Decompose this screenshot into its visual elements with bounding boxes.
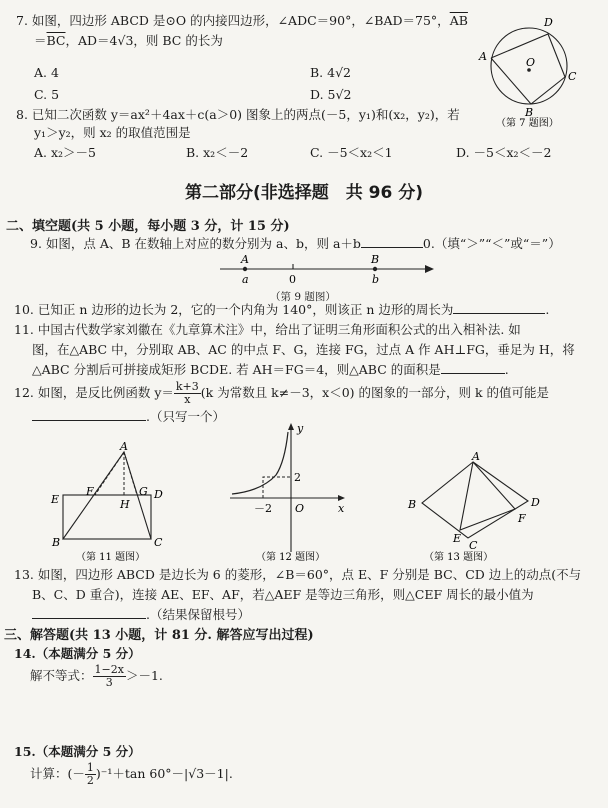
arc-ab: $\overline{AB}$ — [449, 13, 468, 28]
fig7-label-o: O — [526, 56, 536, 69]
q7-option-d: D. 5√2 — [310, 87, 352, 102]
fig9-label-A: A — [241, 253, 249, 266]
q13-line2: B、C、D 重合)，连接 AE、EF、AF，若△AEF 是等边三角形，则△CEF 周长的最小值为 — [32, 587, 534, 602]
fig12-label-2: 2 — [294, 471, 301, 484]
fig13-caption: （第 13 题图） — [424, 552, 494, 562]
q10-text: 10. 已知正 n 边形的边长为 2，它的一个内角为 140°，则该正 n 边形的周长为 . — [14, 302, 550, 317]
fig13-label-f: F — [518, 512, 526, 525]
figure-12-graph — [226, 420, 350, 562]
arc-bc: $\overline{BC}$ — [46, 33, 66, 48]
fig11-label-b: B — [52, 536, 61, 549]
fig13-label-b: B — [408, 498, 417, 511]
fig12-label-neg2: －2 — [254, 502, 272, 515]
q14-fraction: $\frac{1-2x}{3}$ — [94, 663, 124, 689]
fig9-label-b: b — [372, 273, 380, 286]
q7-option-b: B. 4√2 — [310, 65, 352, 80]
fig9-label-B: B — [371, 253, 380, 266]
q12-line1: 12. 如图，是反比例函数 y＝ $\frac{k+3}{x}$ (k 为常数且 k≠－3，x＜0) 的图象的一部分，则 k 的值可能是 — [14, 380, 550, 406]
q12-answer-blank — [32, 407, 146, 421]
fig13-label-c: C — [469, 539, 478, 552]
q15-fraction: $\frac{1}{2}$ — [86, 761, 94, 787]
q8-option-c: C. －5＜x₂＜1 — [310, 145, 393, 160]
fig7-label-a: A — [479, 50, 487, 63]
figure-13-rhombus — [400, 446, 560, 562]
q7-line1: 7. 如图，四边形 ABCD 是⊙O 的内接四边形，∠ADC＝90°，∠BAD＝75°，$\overline{AB}$ — [16, 13, 468, 28]
q12-fraction: $\frac{k+3}{x}$ — [175, 380, 199, 406]
fig11-label-a: A — [120, 440, 128, 453]
figure-7-circle — [474, 10, 594, 128]
q7-option-a: A. 4 — [34, 65, 59, 80]
q13-line3: .（结果保留根号） — [32, 605, 250, 624]
q10-answer-blank — [453, 300, 545, 314]
q11-line1: 11. 中国古代数学家刘徽在《九章算术注》中，给出了证明三角形面积公式的出入相补法. 如 — [14, 322, 521, 337]
q8-option-a: A. x₂＞－5 — [34, 145, 96, 160]
part-2-title: 第二部分(非选择题 共 96 分) — [184, 183, 424, 203]
q8-option-b: B. x₂＜－2 — [186, 145, 249, 160]
figure-9-number-line — [210, 250, 440, 292]
fig12-label-x: x — [338, 502, 345, 515]
q14-body: 解不等式： $\frac{1-2x}{3}$ ＞－1. — [30, 663, 163, 689]
fig7-label-d: D — [544, 16, 553, 29]
q9-text: 9. 如图，点 A、B 在数轴上对应的数分别为 a、b，则 a＋b 0.（填“＞”“＜”或“＝”） — [30, 236, 561, 251]
fig11-label-g: G — [139, 485, 148, 498]
q8-line2: y₁＞y₂，则 x₂ 的取值范围是 — [34, 125, 191, 140]
fig13-label-e: E — [453, 532, 462, 545]
fig7-caption: （第 7 题图） — [496, 118, 559, 128]
q7-line2: $=\overline{BC}$，AD＝4√3，则 BC 的长为 — [34, 33, 223, 48]
q9-caption: （第 9 题图） — [270, 291, 336, 303]
fig9-label-0: 0 — [289, 273, 296, 286]
fig11-label-h: H — [120, 498, 130, 511]
section-3-title: 三、解答题(共 13 小题，计 81 分. 解答应写出过程) — [4, 628, 314, 643]
q14-head: 14.（本题满分 5 分） — [14, 646, 141, 661]
q13-line1: 13. 如图，四边形 ABCD 是边长为 6 的菱形，∠B＝60°，点 E、F 分别是 BC、CD 边上的动点(不与 — [14, 567, 582, 582]
fig12-label-o: O — [295, 502, 305, 515]
q8-line1: 8. 已知二次函数 y＝ax²＋4ax＋c(a＞0) 图象上的两点(－5，y₁)和(x₂，y₂)，若 — [16, 107, 460, 122]
fig11-label-e: E — [51, 493, 60, 506]
fig11-label-c: C — [154, 536, 163, 549]
q15-head: 15.（本题满分 5 分） — [14, 744, 141, 759]
q11-line3: △ABC 分割后可拼接成矩形 BCDE. 若 AH＝FG＝4，则△ABC 的面积是 . — [32, 362, 509, 377]
q12-line2: .（只写一个） — [32, 407, 225, 426]
fig11-label-f: F — [86, 485, 94, 498]
q8-option-d: D. －5＜x₂＜－2 — [456, 145, 552, 160]
fig12-label-y: y — [297, 422, 304, 435]
q15-body: 计算：(－ $\frac{1}{2}$ )⁻¹＋tan 60°－|√3－1|. — [30, 761, 233, 787]
fig7-label-b: B — [525, 106, 534, 119]
fig7-label-c: C — [568, 70, 577, 83]
q7-option-c: C. 5 — [34, 87, 60, 102]
fig9-label-a: a — [242, 273, 249, 286]
fig13-label-a: A — [472, 450, 480, 463]
fig11-caption: （第 11 题图） — [76, 552, 146, 562]
fig12-caption: （第 12 题图） — [256, 552, 326, 562]
figure-11-triangle — [46, 440, 186, 562]
fig13-label-d: D — [531, 496, 540, 509]
q11-answer-blank — [441, 360, 505, 374]
fig11-label-d: D — [154, 488, 163, 501]
q11-line2: 图，在△ABC 中，分别取 AB、AC 的中点 F、G，连接 FG，过点 A 作 AH⊥FG，垂足为 H，将 — [32, 342, 575, 357]
section-2-title: 二、填空题(共 5 小题，每小题 3 分，计 15 分) — [6, 219, 290, 234]
q9-answer-blank — [361, 234, 423, 248]
q13-answer-blank — [32, 605, 146, 619]
